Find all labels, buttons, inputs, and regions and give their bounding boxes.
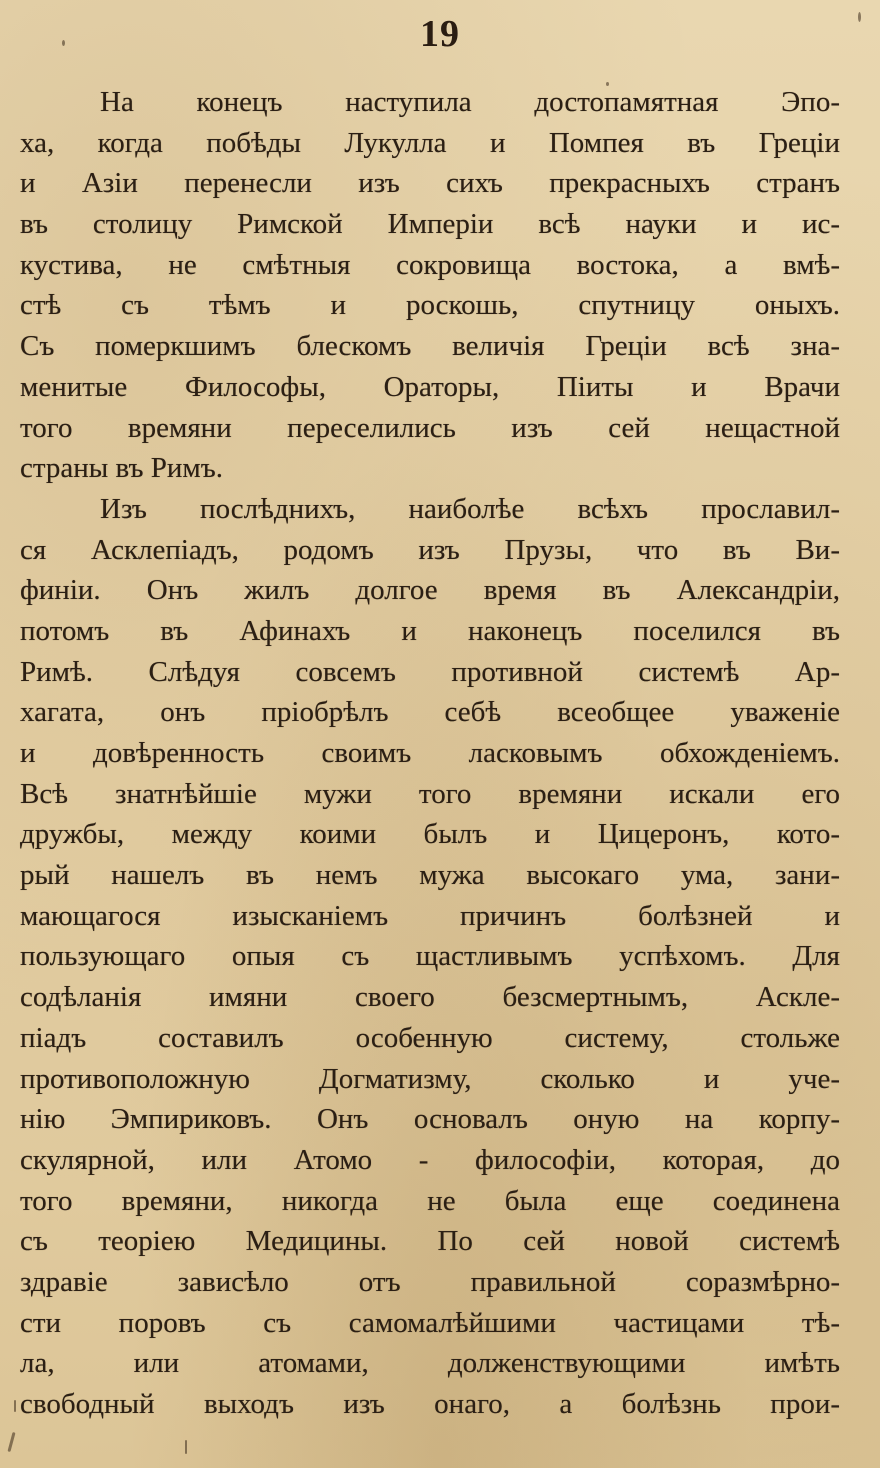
text-line: здравіе зависѣло отъ правильной соразмѣрно-: [20, 1265, 840, 1298]
text-line: Съ померкшимъ блескомъ величія Греціи всѣ зна-: [20, 330, 840, 363]
body-text: [20, 82, 840, 1425]
text-line: свободный выходъ изъ онаго, а болѣзнь прои-: [20, 1388, 840, 1420]
paper-speck: [62, 40, 65, 46]
text-line: и Азіи перенесли изъ сихъ прекрасныхъ странъ: [20, 167, 840, 200]
text-line: въ столицу Римской Имперіи всѣ науки и ис-: [20, 208, 840, 241]
paper-speck: [858, 12, 861, 22]
text-line: съ теоріею Медицины. По сей новой системѣ: [20, 1225, 840, 1258]
text-line: нію Эмпириковъ. Онъ основалъ оную на корпу-: [20, 1103, 840, 1136]
text-line: содѣланія имяни своего безсмертнымъ, Аскле-: [20, 981, 840, 1014]
paper-speck: [185, 1440, 187, 1454]
text-line: и довѣренность своимъ ласковымъ обхожденіемъ.: [20, 737, 840, 769]
text-line: того времяни переселились изъ сей нещастной: [20, 411, 840, 444]
text-line: менитые Философы, Ораторы, Піиты и Врачи: [20, 370, 840, 403]
text-line: сти поровъ съ самомалѣйшими частицами тѣ-: [20, 1306, 840, 1339]
text-line: На конецъ наступила достопамятная Эпо-: [100, 86, 840, 118]
text-line: пользующаго опыя съ щастливымъ успѣхомъ. Для: [20, 940, 840, 973]
text-line: Изъ послѣднихъ, наиболѣе всѣхъ прославил-: [100, 492, 840, 525]
text-line: Всѣ знатнѣйшіе мужи того времяни искали его: [20, 777, 840, 810]
text-line: страны въ Римъ.: [20, 452, 223, 485]
paper-speck: [7, 1432, 15, 1452]
page-number: 19: [420, 13, 460, 55]
text-line: ха, когда побѣды Лукулла и Помпея въ Греціи: [20, 126, 840, 159]
text-line: скулярной, или Атомо - философіи, которая, до: [20, 1143, 840, 1176]
text-line: ла, или атомами, долженствующими имѣть: [20, 1347, 840, 1380]
text-line: дружбы, между коими былъ и Цицеронъ, кото-: [20, 818, 840, 851]
text-line: противоположную Догматизму, сколько и уче-: [20, 1062, 840, 1095]
text-line: финіи. Онъ жилъ долгое время въ Александріи,: [20, 574, 840, 607]
text-line: Римѣ. Слѣдуя совсемъ противной системѣ Ар-: [20, 655, 840, 688]
text-line: стѣ съ тѣмъ и роскошь, спутницу оныхъ.: [20, 289, 840, 322]
text-line: мающагося изысканіемъ причинъ болѣзней и: [20, 899, 840, 932]
text-line: рый нашелъ въ немъ мужа высокаго ума, зани-: [20, 859, 840, 892]
paper-speck: [14, 1400, 16, 1412]
text-line: кустива, не смѣтныя сокровища востока, а вмѣ-: [20, 248, 840, 281]
text-line: ся Асклепіадъ, родомъ изъ Прузы, что въ Ви-: [20, 533, 840, 566]
text-line: піадъ составилъ особенную систему, стольже: [20, 1021, 840, 1054]
paper-speck: [606, 82, 609, 86]
text-line: хагата, онъ пріобрѣлъ себѣ всеобщее уваженіе: [20, 696, 840, 729]
text-line: того времяни, никогда не была еще соединена: [20, 1184, 840, 1217]
text-line: потомъ въ Афинахъ и наконецъ поселился въ: [20, 614, 840, 647]
